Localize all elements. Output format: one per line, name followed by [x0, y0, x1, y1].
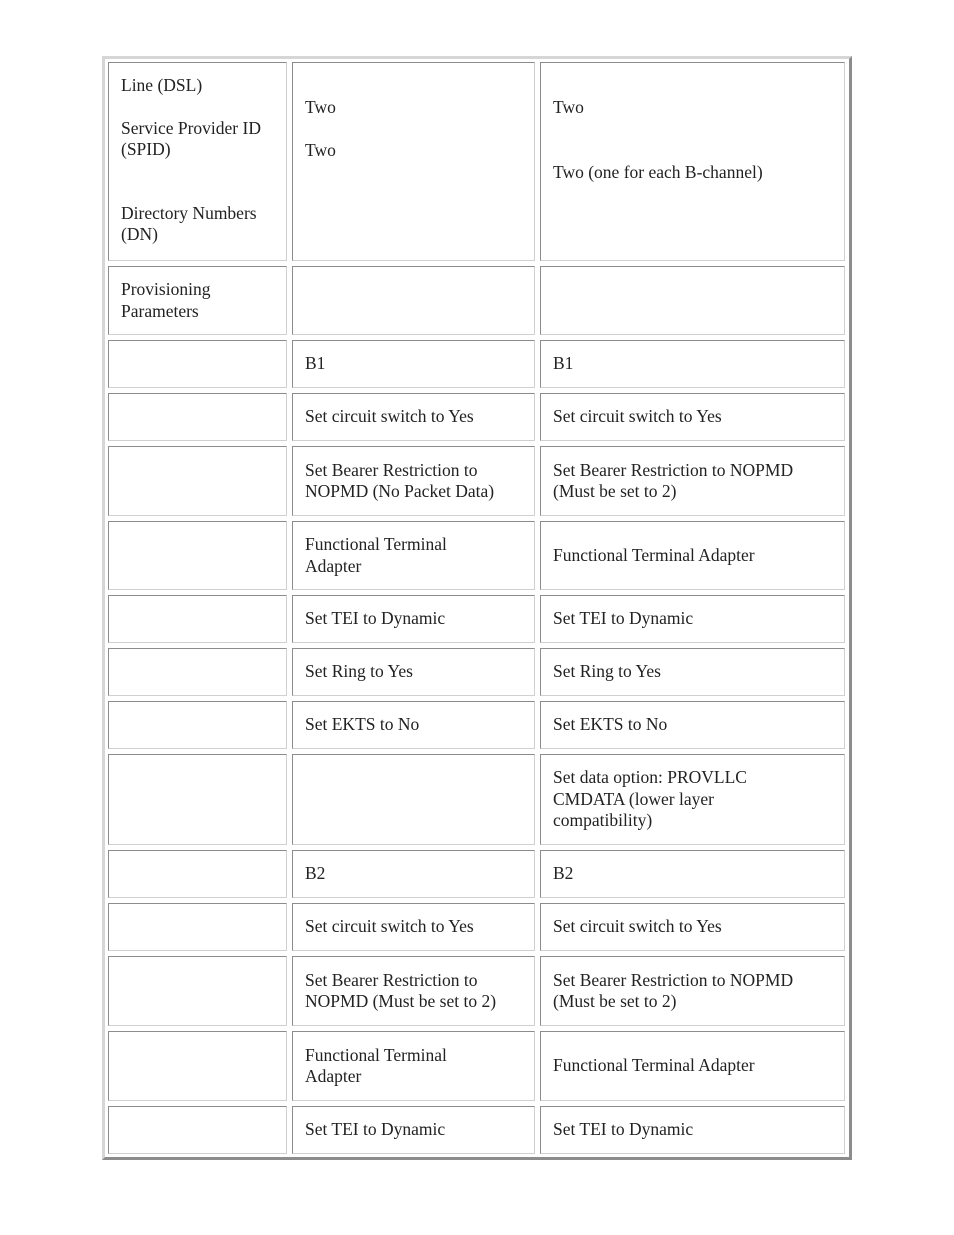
cell-text: Set EKTS to No: [553, 714, 668, 735]
table-cell: [108, 1031, 287, 1101]
table-cell: [540, 754, 845, 845]
table-cell: [292, 595, 535, 643]
table-cell: [292, 850, 535, 898]
table-cell: [540, 595, 845, 643]
table-cell: [540, 648, 845, 696]
table-cell: [108, 850, 287, 898]
cell-text: Set TEI to Dynamic: [553, 1119, 694, 1140]
cell-text: B2: [553, 863, 574, 884]
table-cell: [540, 1031, 845, 1101]
table-cell: [292, 393, 535, 441]
cell-text: Set TEI to Dynamic: [553, 608, 694, 629]
table-cell: [108, 446, 287, 516]
cell-text: B1: [553, 353, 574, 374]
table-cell: [108, 903, 287, 951]
table-cell: [292, 340, 535, 388]
table-cell: [540, 850, 845, 898]
table-cell: [108, 521, 287, 590]
table-cell: [540, 903, 845, 951]
table-cell: [540, 1106, 845, 1154]
table-cell: [540, 446, 845, 516]
table-cell: [108, 956, 287, 1026]
cell-text: Set circuit switch to Yes: [305, 406, 474, 427]
table-cell: [108, 754, 287, 845]
cell-text: Directory Numbers (DN): [121, 202, 257, 244]
table-cell: [292, 1106, 535, 1154]
cell-text: Service Provider ID (SPID): [121, 117, 261, 159]
table-cell: [108, 393, 287, 441]
cell-text: Provisioning Parameters: [121, 279, 211, 321]
cell-text: Line (DSL): [121, 75, 203, 95]
table-cell: [108, 340, 287, 388]
cell-text: Two (one for each B-channel): [553, 161, 763, 182]
table-cell: [292, 956, 535, 1026]
cell-text: Set circuit switch to Yes: [553, 916, 722, 937]
cell-text: Set TEI to Dynamic: [305, 608, 446, 629]
table-cell: [108, 1106, 287, 1154]
table-cell: [292, 903, 535, 951]
table-cell: [292, 266, 535, 335]
cell-text: Set Bearer Restriction to NOPMD (No Packet Data): [305, 459, 495, 501]
cell-text: Two: [305, 97, 336, 117]
table-cell: [292, 701, 535, 749]
cell-text: Set Bearer Restriction to NOPMD (Must be set to 2): [553, 969, 794, 1011]
table-cell: [540, 393, 845, 441]
table-cell: [108, 701, 287, 749]
table-cell: [540, 340, 845, 388]
table-cell: [292, 446, 535, 516]
cell-text: Functional Terminal Adapter: [305, 534, 447, 576]
table-cell: [540, 701, 845, 749]
cell-text: Set TEI to Dynamic: [305, 1119, 446, 1140]
cell-text: Set EKTS to No: [305, 714, 420, 735]
cell-text: Set circuit switch to Yes: [305, 916, 474, 937]
table-cell: [292, 521, 535, 590]
cell-text: Two: [305, 139, 336, 160]
cell-text: Set data option: PROVLLC CMDATA (lower layer compatibility): [553, 767, 747, 831]
cell-text: Set circuit switch to Yes: [553, 406, 722, 427]
cell-text: Set Ring to Yes: [553, 661, 661, 682]
table-cell: [292, 62, 535, 261]
table-cell: [292, 1031, 535, 1101]
cell-text: B1: [305, 353, 326, 374]
table-cell: [292, 754, 535, 845]
table-cell: [108, 266, 287, 335]
table-cell: [108, 595, 287, 643]
table-cell: [540, 62, 845, 261]
cell-text: Set Bearer Restriction to NOPMD (Must be set to 2): [553, 459, 794, 501]
table-cell: [108, 62, 287, 261]
cell-text: Set Ring to Yes: [305, 661, 413, 682]
cell-text: Set Bearer Restriction to NOPMD (Must be set to 2): [305, 969, 497, 1011]
cell-text: B2: [305, 863, 326, 884]
table-cell: [540, 521, 845, 590]
cell-text: Functional Terminal Adapter: [305, 1044, 447, 1086]
cell-text: Two: [553, 97, 584, 117]
table-cell: [292, 648, 535, 696]
cell-text: Functional Terminal Adapter: [553, 544, 755, 565]
table-cell: [540, 956, 845, 1026]
table-cell: [108, 648, 287, 696]
cell-text: Functional Terminal Adapter: [553, 1055, 755, 1076]
table-cell: [540, 266, 845, 335]
